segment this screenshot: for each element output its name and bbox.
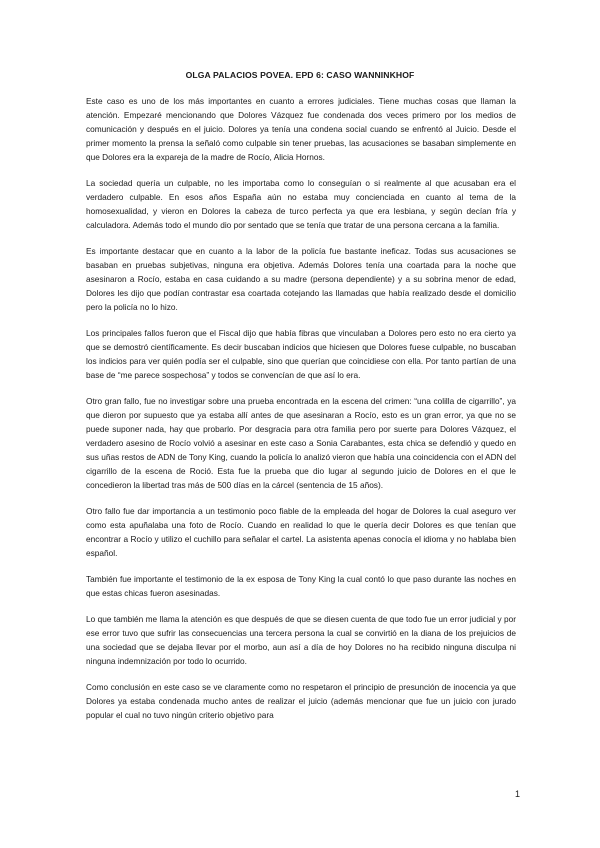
paragraph: Los principales fallos fueron que el Fiscal dijo que había fibras que vinculaban a Dolores pero esto no era cierto ya que se demostró científicamente. Es decir buscaban indicios que hiciesen que Dolores fuese culpable, no buscaban los indicios para ver quién podía ser el culpable, sino que querían que coincidiese con ella. Por tanto partían de una base de “me parece sospechosa” y todos se convencían de que así lo era. (86, 328, 516, 380)
paragraph: También fue importante el testimonio de la ex esposa de Tony King la cual contó lo que paso durante las noches en que estas chicas fueron asesinadas. (86, 574, 516, 598)
document-body (86, 94, 516, 722)
paragraph: Es importante destacar que en cuanto a la labor de la policía fue bastante ineficaz. Todas sus acusaciones se basaban en pruebas subjetivas, ninguna era objetiva. Además Dolores tenía una coartada para la noche que asesinaron a Rocío, estaba en casa cuidando a su madre (persona dependiente) y a su sobrina menor de edad, Dolores les dijo que podían contrastar esa coartada cotejando las llamadas que había realizado desde el domicilio pero la policía no lo hizo. (86, 246, 516, 312)
paragraph: Otro fallo fue dar importancia a un testimonio poco fiable de la empleada del hogar de Dolores la cual aseguro ver como esta apuñalaba una foto de Rocío. Cuando en realidad lo que le quería decir Dolores es que tenían que encontrar a Rocío y utilizo el cuchillo para señalar el cartel. La asistenta apenas conocía el idioma y no hablaba bien español. (86, 506, 516, 558)
paragraph: La sociedad quería un culpable, no les importaba como lo conseguían o si realmente al que acusaban era el verdadero culpable. En esos años España aún no estaba muy concienciada en cuanto al tema de la homosexualidad, y vieron en Dolores la cabeza de turco perfecta ya que era lesbiana, y según decían fría y calculadora. Además todo el mundo dio por sentado que se tenía que tratar de una persona cercana a la familia. (86, 178, 516, 230)
document-title: OLGA PALACIOS POVEA. EPD 6: CASO WANNINKHOF (185, 70, 415, 80)
paragraph: Otro gran fallo, fue no investigar sobre una prueba encontrada en la escena del crimen: “una colilla de cigarrillo”, ya que dieron por supuesto que ya estaba allí antes de que asesinaran a Rocío, esto es un gran error, ya que no se puede suponer nada, hay que probarlo. Por desgracia para otra familia pero por suerte para Dolores Vázquez, el verdadero asesino de Rocío volvió a asesinar en este caso a Sonia Carabantes, esta chica se defendió y quedo en sus uñas restos de ADN de Tony King, cuando la policía lo analizó vieron que había una coincidencia con el ADN del cigarrillo de la escena de Roció. Esta fue la prueba que dio lugar al segundo juicio de Dolores en el que le concedieron la libertad tras más de 500 días en la cárcel (sentencia de 15 años). (86, 396, 516, 490)
paragraph: Como conclusión en este caso se ve claramente como no respetaron el principio de presunción de inocencia ya que Dolores ya estaba condenada mucho antes de realizar el juicio (además mencionar que fue un juicio con jurado popular el cual no tuvo ningún criterio objetivo para (86, 682, 516, 720)
paragraph: Este caso es uno de los más importantes en cuanto a errores judiciales. Tiene muchas cosas que llaman la atención. Empezaré mencionando que Dolores Vázquez fue condenada dos veces primero por los medios de comunicación y después en el juicio. Dolores ya tenía una condena social cuando se enfrentó al Juicio. Desde el primer momento la prensa la señaló como culpable sin tener pruebas, las acusaciones se basaban simplemente en que Dolores era la expareja de la madre de Rocío, Alicia Hornos. (86, 96, 516, 162)
paragraph: Lo que también me llama la atención es que después de que se diesen cuenta de que todo fue un error judicial y por ese error tuvo que sufrir las consecuencias una tercera persona la cual se convirtió en la diana de los prejuicios de una sociedad que se dejaba llevar por el morbo, aun así a día de hoy Dolores no ha recibido ninguna disculpa ni ninguna indemnización por todo lo ocurrido. (86, 614, 516, 666)
page-number: 1 (514, 789, 520, 799)
